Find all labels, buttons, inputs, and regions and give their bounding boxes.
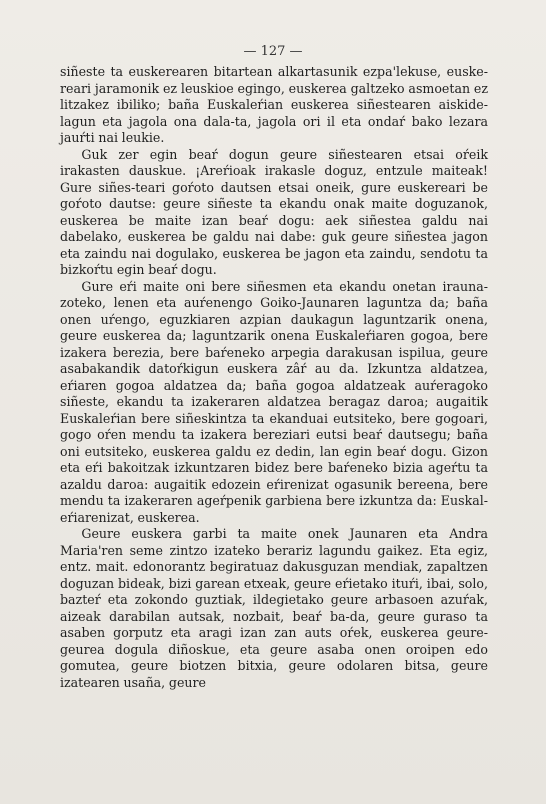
paragraph-3: Gure eŕi maite oni bere siñesmen eta ekandu onetan irauna-zoteko, lenen eta auŕenengo Goiko-Jaunaren laguntza da; baña onen uŕengo, eguzkiaren azpian daukagun laguntzarik onena, geure euskerea da; laguntzarik onena Euskaleŕiaren gogoa, bere izakera berezia, bere baŕeneko arpegia darakusan ispilua, geure asabakandik datoŕkigun euskera zâŕ au da. Izkuntza aldatzea, eŕiaren gogoa aldatzea da; baña gogoa aldatzeak auŕeragoko siñeste, ekandu ta izakeraren aldatzea beragaz daroa; augaitik Euskaleŕian bere siñeskintza ta ekanduai eutsiteko, bere gogoari, gogo oŕen mendu ta izakera bereziari eutsi beaŕ dautsegu; baña oni eutsiteko, euskerea galdu ez dedin, lan egin beaŕ dogu. Gizon eta eŕi bakoitzak izkuntzaren bidez bere baŕeneko bizia ageŕtu ta azaldu daroa: augaitik edozein eŕirenizat ogasunik bereena, bere mendu ta izakeraren ageŕpenik garbiena bere izkuntza da: Euskal-eŕiarenizat, euskerea.	[60, 278, 488, 525]
page-number: — 127 —	[243, 44, 303, 59]
body-text	[60, 64, 488, 691]
paragraph-4: Geure euskera garbi ta maite onek Jaunaren eta Andra Maria'ren seme zintzo izateko berariz lagundu gaikez. Eta egiz, entz. mait. edonorantz begiratuaz dakusguzan mendiak, zapaltzen doguzan bideak, bizi garean etxeak, geure eŕietako ituŕi, ibai, solo, bazteŕ eta zokondo guztiak, ildegietako geure arbasoen azuŕak, aizeak darabilan autsak, nozbait, beaŕ ba-da, geure guraso ta asaben gorputz eta aragi izan zan auts oŕek, euskerea geure-geurea dogula diñoskue, eta geure asaba onen oroipen edo gomutea, geure biotzen bitxia, geure odolaren bitsa, geure izatearen usaña, geure	[60, 526, 488, 690]
paragraph-1: siñeste ta euskerearen bitartean alkartasunik ezpa'lekuse, euske-reari jaramonik ez leuskioe egingo, euskerea galtzeko asmoetan ez litzakez ibiliko; baña Euskaleŕian euskerea siñestearen aiskide-lagun eta jagola ona dala-ta, jagola ori il eta ondaŕ bako lezara jauŕti nai leukie.	[60, 64, 488, 145]
paragraph-2: Guk zer egin beaŕ dogun geure siñestearen etsai oŕeik irakasten dauskue. ¡Areŕioak irakasle doguz, entzule maiteak! Gure siñes-teari goŕoto dautsen etsai oneik, gure euskereari be goŕoto dautse: geure siñeste ta ekandu onak maite doguzanok, euskerea be maite izan beaŕ dogu: aek siñestea galdu nai dabelako, euskerea be galdu nai dabe: guk geure siñestea jagon eta zaindu nai dogulako, euskerea be jagon eta zaindu, sendotu ta bizkoŕtu egin beaŕ dogu.	[60, 146, 488, 277]
